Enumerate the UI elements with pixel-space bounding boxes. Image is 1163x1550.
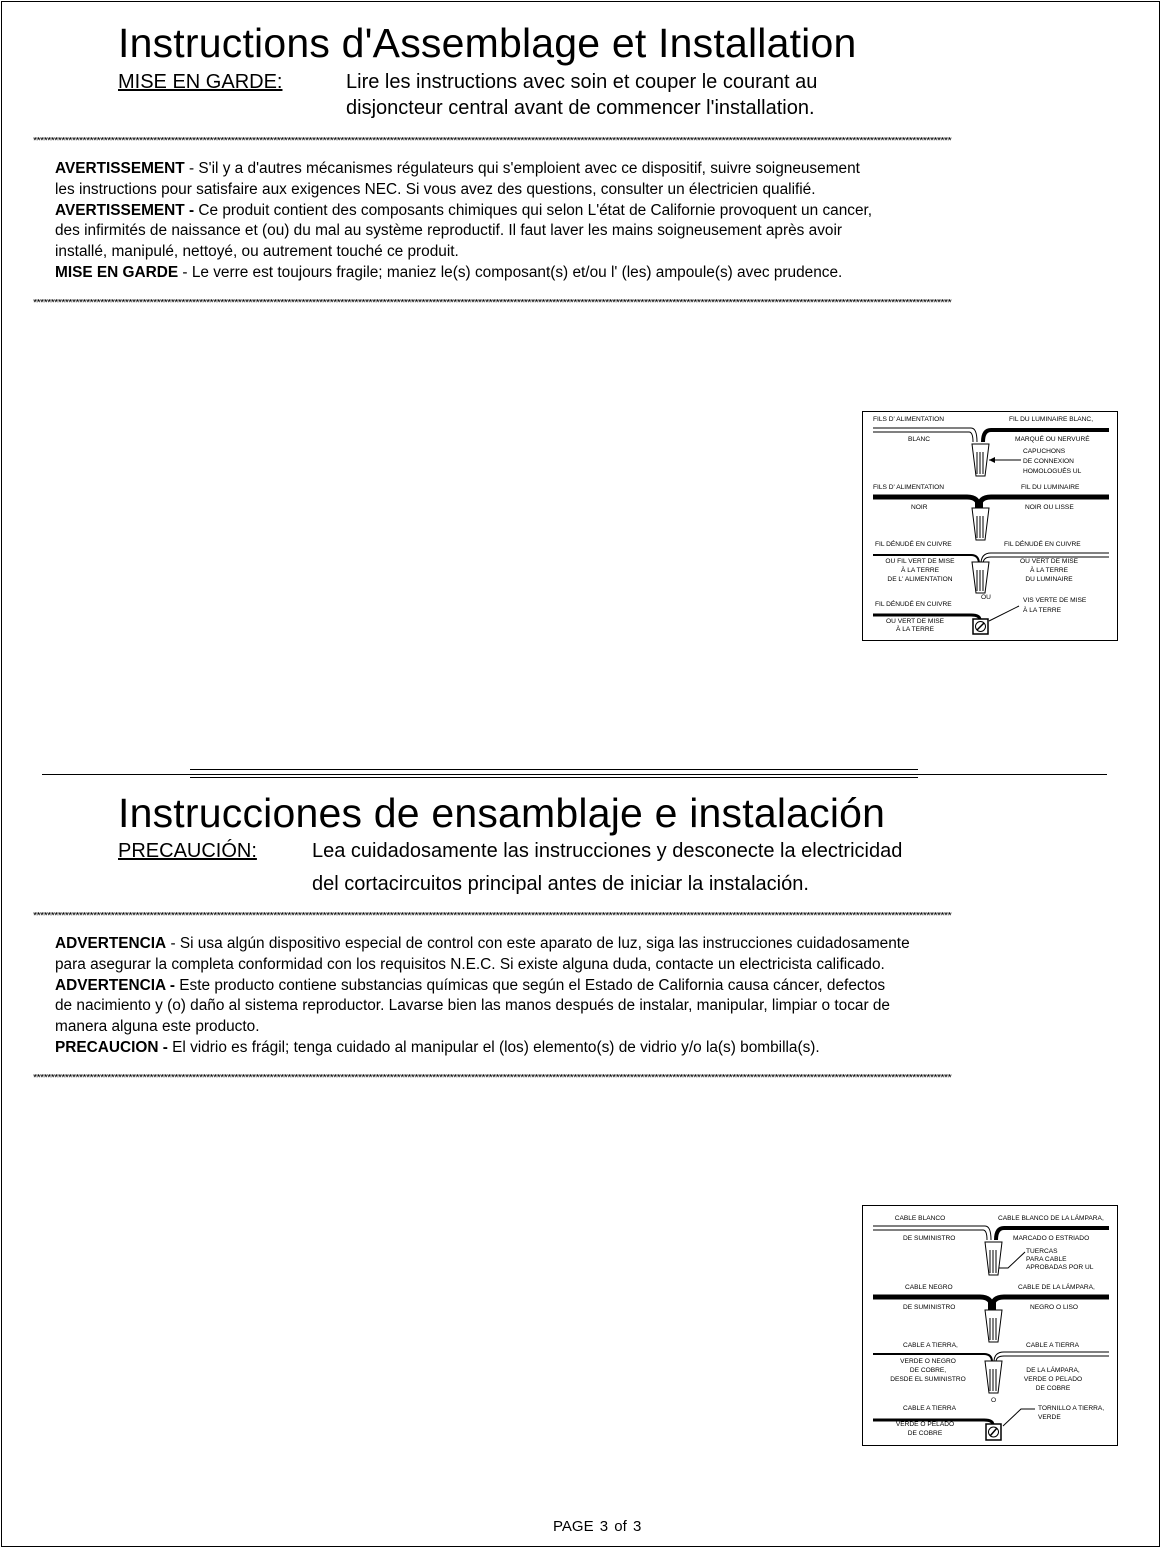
warning-line: installé, manipulé, nettoyé, ou autrement touché ce produit. xyxy=(55,243,459,261)
section-divider-double xyxy=(190,769,918,770)
page-number: PAGE 3 of 3 xyxy=(553,1518,642,1535)
french-warnings xyxy=(55,159,872,284)
diagram-label: VIS VERTE DE MISE xyxy=(1023,597,1087,604)
french-caution xyxy=(118,71,818,119)
diagram-label: TORNILLO A TIERRA, xyxy=(1038,1405,1105,1412)
diagram-label: OU VERT DE MISE xyxy=(885,618,945,625)
diagram-label: FIL DÉNUDÉ EN CUIVRE xyxy=(875,541,952,548)
warning-line: de nacimiento y (o) daño al sistema reproductor. Lavarse bien las manos después de instalar, manipular, limpiar o tocar de xyxy=(55,997,890,1015)
diagram-label: DE COBRE, xyxy=(909,1367,947,1374)
diagram-label: FIL DÉNUDÉ EN CUIVRE xyxy=(1004,541,1081,548)
diagram-label: NOIR OU LISSE xyxy=(1025,504,1074,511)
diagram-label: HOMOLOGUÉS UL xyxy=(1023,468,1082,475)
warning-line: des infirmités de naissance et (ou) du mal au système reproductif. Il faut laver les mains soigneusement après avoir xyxy=(55,222,843,240)
diagram-label: FIL DÉNUDÉ EN CUIVRE xyxy=(875,601,952,608)
diagram-label: CABLE A TIERRA xyxy=(903,1405,957,1412)
diagram-label: FIL DU LUMINAIRE xyxy=(1021,484,1080,491)
diagram-label: BLANC xyxy=(908,436,930,443)
asterisk-separator: ******************************************************************************************************************************************************************************************************************************************************************** xyxy=(33,912,951,920)
diagram-label: À LA TERRE xyxy=(896,626,934,633)
diagram-label: VERDE xyxy=(1038,1414,1061,1421)
diagram-label: CABLE A TIERRA xyxy=(1026,1342,1080,1349)
french-caution-line1: Lire les instructions avec soin et couper le courant au xyxy=(346,71,818,93)
diagram-label: O xyxy=(991,1397,997,1404)
diagram-label: VERDE O PELADO xyxy=(895,1421,955,1428)
diagram-label: DE COBRE xyxy=(907,1430,943,1437)
spanish-warnings xyxy=(55,934,910,1059)
warning-line: para asegurar la completa conformidad con los requisitos N.E.C. Si existe alguna duda, contacte un electricista calificado. xyxy=(55,955,885,973)
warning-line: manera alguna este producto. xyxy=(55,1018,260,1036)
diagram-label: CABLE BLANCO xyxy=(894,1215,946,1222)
diagram-label: CABLE NEGRO xyxy=(905,1284,953,1291)
diagram-label: MARCADO O ESTRIADO xyxy=(1013,1235,1090,1242)
diagram-label: APROBADAS POR UL xyxy=(1026,1264,1094,1271)
warning-line: les instructions pour satisfaire aux exigences NEC. Si vous avez des questions, consulter un électricien qualifié. xyxy=(55,180,816,198)
diagram-label: MARQUÉ OU NERVURÉ xyxy=(1015,436,1090,443)
french-title: Instructions d'Assemblage et Installation xyxy=(118,20,857,66)
warning-line: AVERTISSEMENT - S'il y a d'autres mécanismes régulateurs qui s'emploient avec ce dispositif, suivre soigneusement xyxy=(55,160,860,177)
diagram-label: TUERCAS xyxy=(1026,1248,1058,1255)
warning-line: MISE EN GARDE - Le verre est toujours fragile; maniez le(s) composant(s) et/ou l' (les) ampoule(s) avec prudence. xyxy=(55,263,843,281)
warning-line: ADVERTENCIA - Este producto contiene substancias químicas que según el Estado de California causa cáncer, defectos xyxy=(55,976,886,994)
diagram-label: OU xyxy=(981,594,991,601)
diagram-label: DESDE EL SUMINISTRO xyxy=(890,1376,966,1383)
french-caution-line2: disjoncteur central avant de commencer l'installation. xyxy=(346,97,815,119)
section-divider xyxy=(42,774,1107,775)
diagram-label: À LA TERRE xyxy=(1030,567,1068,574)
diagram-label: CABLE DE LA LÁMPARA, xyxy=(1018,1284,1095,1291)
spanish-wiring-diagram xyxy=(862,1205,1118,1446)
diagram-label: CABLE A TIERRA, xyxy=(903,1342,958,1349)
asterisk-separator: ******************************************************************************************************************************************************************************************************************************************************************** xyxy=(33,299,951,307)
diagram-label: DE CONNEXION xyxy=(1023,458,1074,465)
spanish-caution xyxy=(118,840,903,895)
diagram-label: FILS D' ALIMENTATION xyxy=(873,484,944,491)
diagram-label: VERDE O NEGRO xyxy=(900,1358,956,1365)
diagram-label: DU LUMINAIRE xyxy=(1025,576,1073,583)
diagram-label: DE SUMINISTRO xyxy=(903,1304,956,1311)
french-wiring-diagram xyxy=(862,411,1118,641)
warning-line: ADVERTENCIA - Si usa algún dispositivo especial de control con este aparato de luz, siga las instrucciones cuidadosamente xyxy=(55,935,910,952)
diagram-label: À LA TERRE xyxy=(1023,607,1061,614)
diagram-label: CAPUCHONS xyxy=(1023,448,1066,455)
diagram-label: À LA TERRE xyxy=(901,567,939,574)
spanish-caution-line1: Lea cuidadosamente las instrucciones y desconecte la electricidad xyxy=(312,840,903,862)
diagram-label: DE L' ALIMENTATION xyxy=(887,576,953,583)
french-caution-label: MISE EN GARDE: xyxy=(118,71,283,93)
warning-line: AVERTISSEMENT - Ce produit contient des composants chimiques qui selon L'état de Californie provoquent un cancer, xyxy=(55,201,873,219)
diagram-label: NOIR xyxy=(911,504,928,511)
asterisk-separator: ******************************************************************************************************************************************************************************************************************************************************************** xyxy=(33,1074,951,1082)
spanish-caution-line2: del cortacircuitos principal antes de iniciar la instalación. xyxy=(312,873,809,895)
diagram-label: PARA CABLE xyxy=(1026,1256,1067,1263)
diagram-label: VERDE O PELADO xyxy=(1023,1376,1083,1383)
diagram-label: DE SUMINISTRO xyxy=(903,1235,956,1242)
spanish-caution-label: PRECAUCIÓN: xyxy=(118,840,257,862)
diagram-label: FILS D' ALIMENTATION xyxy=(873,416,944,423)
diagram-label: NEGRO O LISO xyxy=(1030,1304,1078,1311)
asterisk-separator: ******************************************************************************************************************************************************************************************************************************************************************** xyxy=(33,137,951,145)
diagram-label: OU VERT DE MISE xyxy=(1019,558,1079,565)
diagram-label: DE COBRE xyxy=(1035,1385,1071,1392)
diagram-label: OU FIL VERT DE MISE xyxy=(885,558,955,565)
diagram-label: CABLE BLANCO DE LA LÁMPARA, xyxy=(998,1215,1104,1222)
warning-line: PRECAUCION - El vidrio es frágil; tenga cuidado al manipular el (los) elemento(s) de vidrio y/o la(s) bombilla(s). xyxy=(55,1038,820,1056)
diagram-label: FIL DU LUMINAIRE BLANC, xyxy=(1009,416,1094,423)
spanish-title: Instrucciones de ensamblaje e instalación xyxy=(118,790,886,836)
section-divider-double xyxy=(190,777,918,778)
diagram-label: DE LA LÁMPARA, xyxy=(1026,1367,1080,1374)
